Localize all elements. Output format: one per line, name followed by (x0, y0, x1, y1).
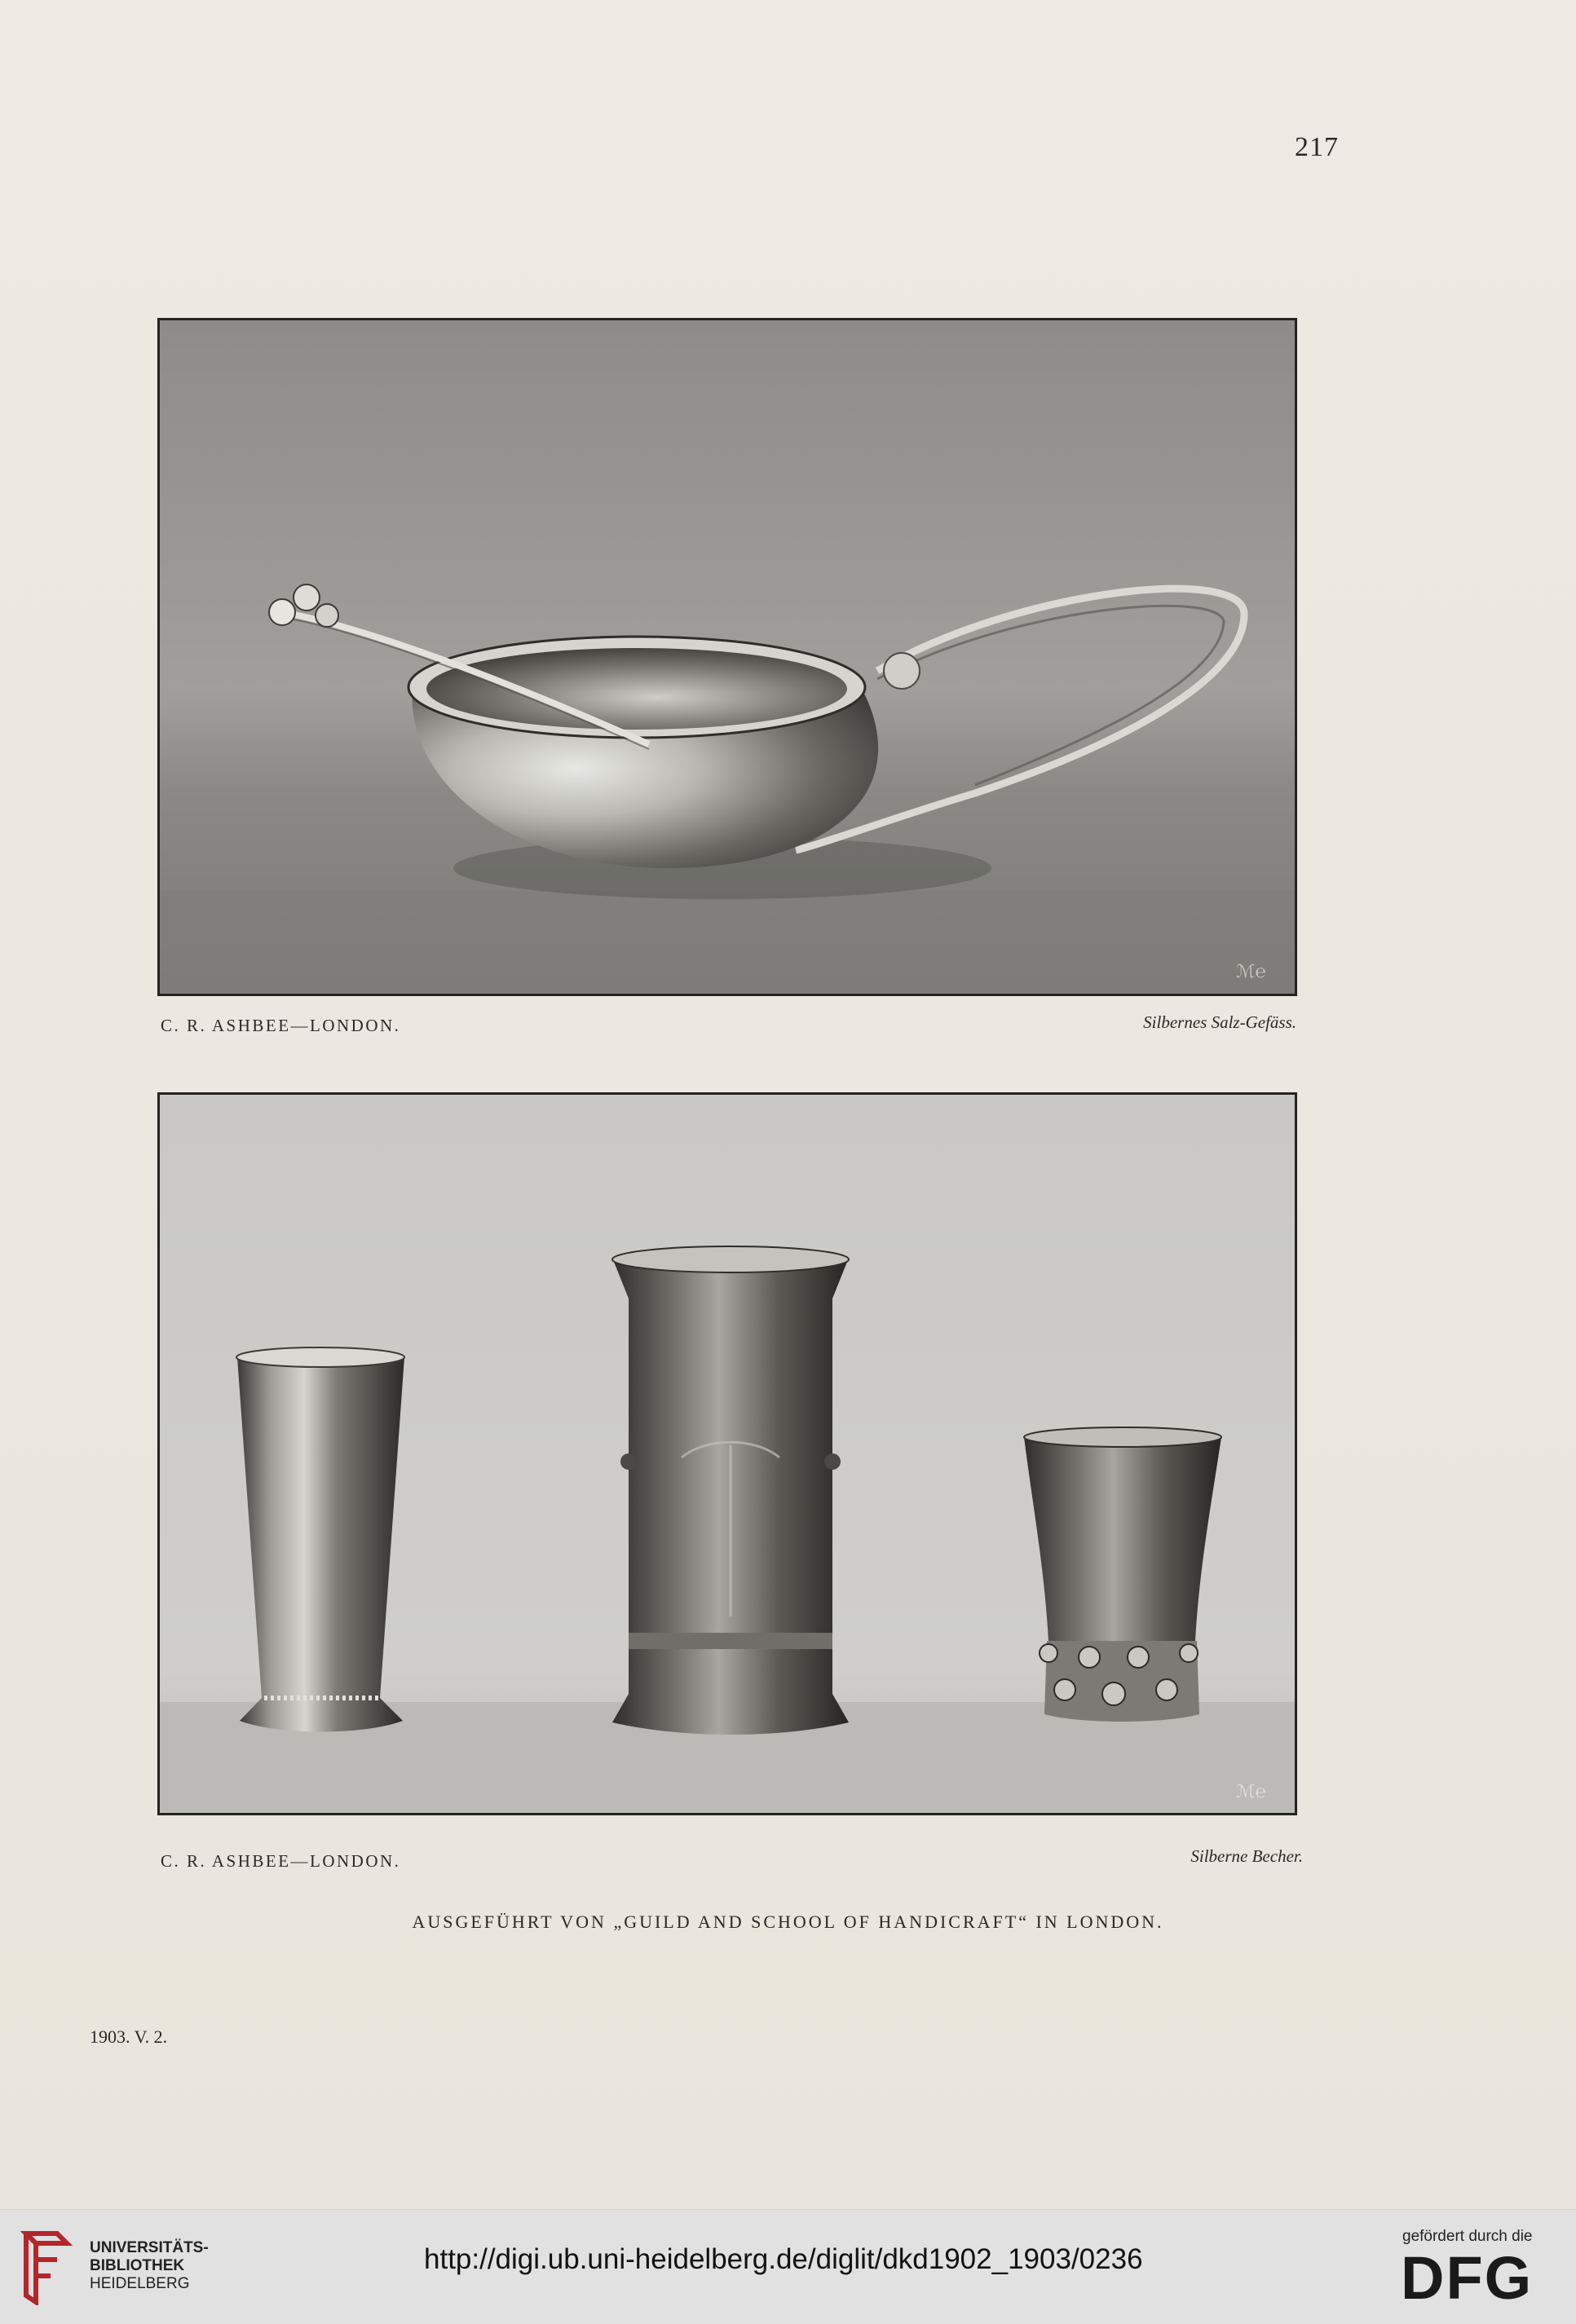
photo-silver-beakers (157, 1092, 1297, 1815)
page-number: 217 (1295, 132, 1339, 162)
dfg-logo: DFG (1401, 2244, 1534, 2312)
volume-signature: 1903. V. 2. (90, 2026, 168, 2047)
plate2-caption-artist: C. R. ASHBEE—LONDON. (161, 1851, 401, 1871)
plate1-caption-title: Silbernes Salz-Gefäss. (1143, 1012, 1296, 1032)
funding-note: gefördert durch die (1402, 2228, 1533, 2245)
plate1-caption-artist: C. R. ASHBEE—LONDON. (161, 1016, 401, 1035)
execution-note: AUSGEFÜHRT VON „GUILD AND SCHOOL OF HANDICRAFT“ IN LONDON. (412, 1912, 1164, 1932)
plate2-caption-title: Silberne Becher. (1190, 1846, 1303, 1866)
university-library-name: UNIVERSITÄTS- BIBLIOTHEK HEIDELBERG (90, 2239, 209, 2292)
photo-salt-cellar (157, 318, 1297, 996)
svg-text:ℳ℮: ℳ℮ (1236, 962, 1266, 982)
svg-text:ℳ℮: ℳ℮ (1236, 1782, 1266, 1802)
university-library-logo-icon (18, 2227, 75, 2305)
permalink-url[interactable]: http://digi.ub.uni-heidelberg.de/diglit/dkd1902_1903/0236 (424, 2243, 1143, 2275)
